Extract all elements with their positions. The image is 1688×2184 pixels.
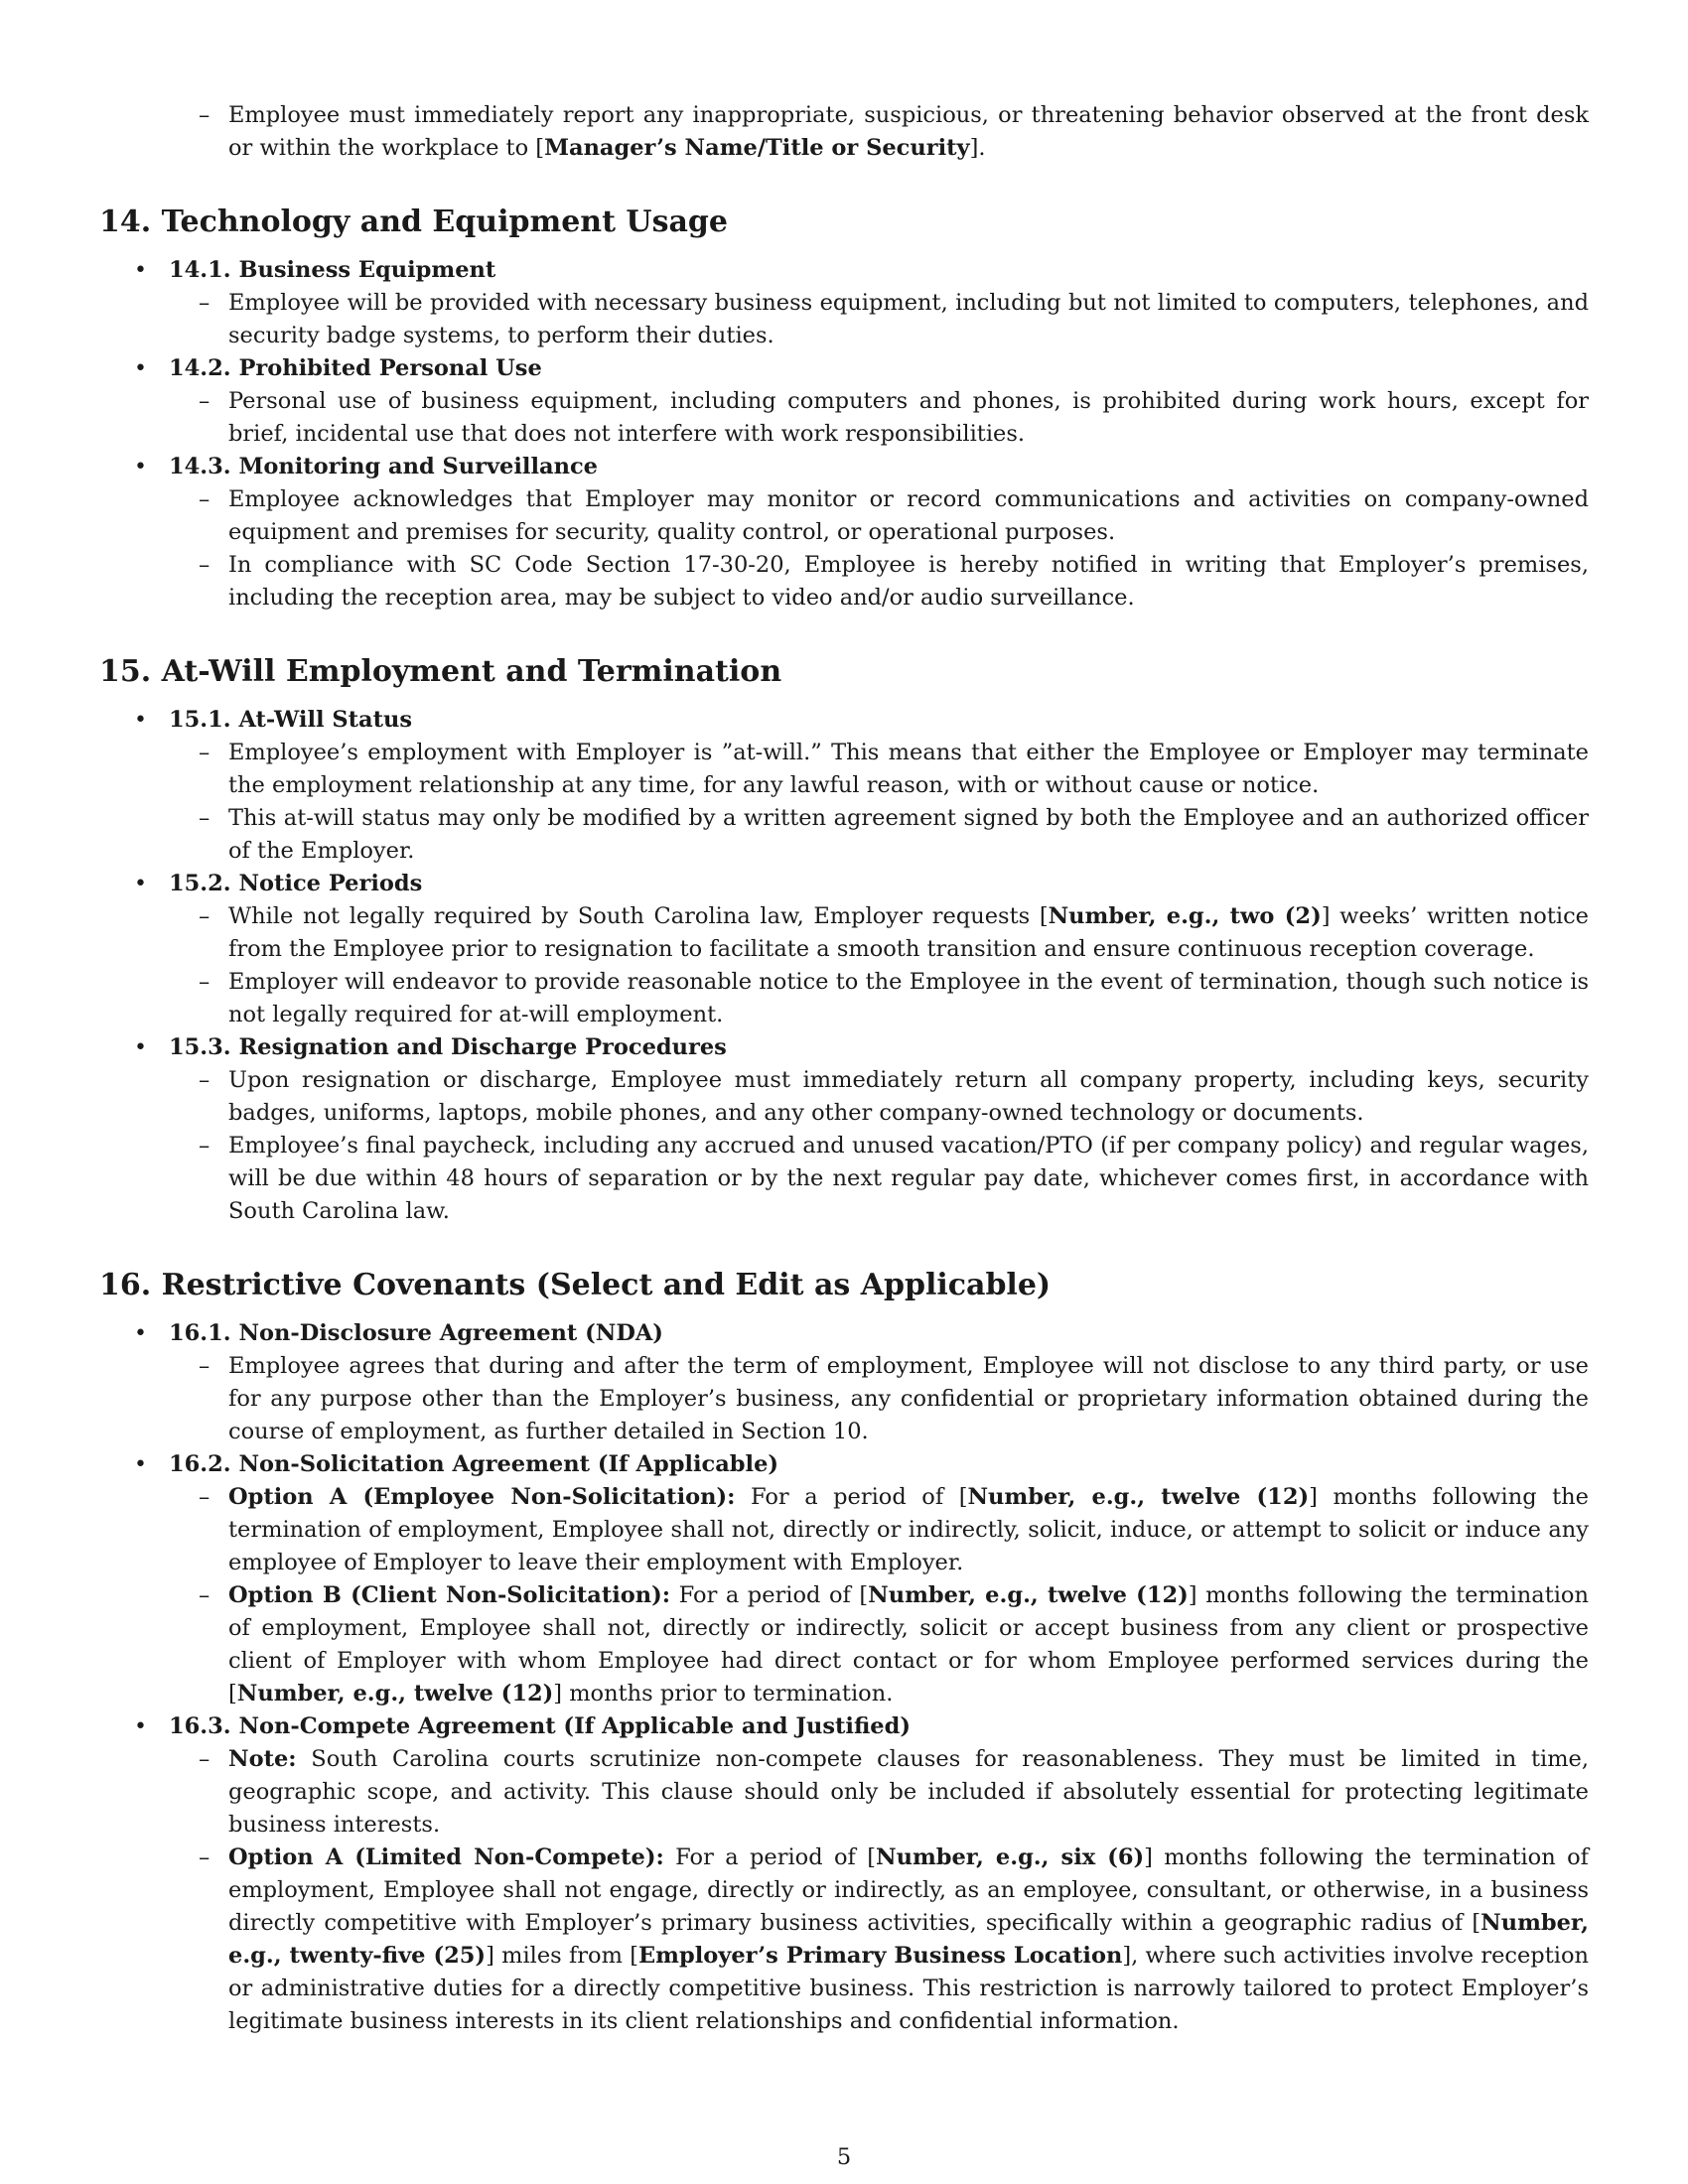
bold-text: Number, e.g., six (6): [876, 1844, 1145, 1870]
subsection-heading: • 15.2. Notice Periods: [169, 871, 423, 896]
text-run: For a period of [: [735, 1484, 968, 1510]
subsection: [134, 868, 1589, 1031]
clause-item: [199, 287, 1589, 352]
bold-text: Option B (Client Non-Solicitation):: [228, 1582, 671, 1608]
page-number: 5: [836, 2144, 852, 2170]
text-run: In compliance with SC Code Section 17-30-20, Employee is hereby notified in writing that Employer’s premises, including the reception area, may be subject to video and/or audio surveillance.: [228, 552, 1589, 611]
text-run: ].: [969, 135, 986, 161]
text-run: ] months following the termination of employment, Employee shall not, directly or indirectly, solicit, induce, or attempt to solicit or induce any employee of Employer to leave their employment with Employer.: [228, 1484, 1589, 1575]
subsection-heading: • 16.3. Non-Compete Agreement (If Applicable and Justified): [169, 1713, 912, 1739]
clause-list: [169, 385, 1589, 451]
clause-item: [199, 1350, 1589, 1448]
clause-list: [169, 1064, 1589, 1228]
clause-list: [169, 1350, 1589, 1448]
subsection: [134, 352, 1589, 451]
text-run: For a period of [: [670, 1582, 869, 1608]
text-run: ] months following the termination of employment, Employee shall not engage, directly or indirectly, as an employee, consultant, or otherwise, in a business directly competitive with Employer’s primary business activities, specifically within a geographic radius of [: [228, 1844, 1589, 1936]
clause-list: [169, 900, 1589, 1031]
clause-list: [169, 737, 1589, 868]
clause-item: [199, 1481, 1589, 1579]
subsection-heading: • 14.2. Prohibited Personal Use: [169, 355, 542, 381]
clause-item: [199, 483, 1589, 549]
text-run: Employee will be provided with necessary business equipment, including but not limited to computers, telephones, and security badge systems, to perform their duties.: [228, 290, 1589, 348]
text-run: This at-will status may only be modified by a written agreement signed by both the Employee and an authorized officer of the Employer.: [228, 805, 1589, 864]
clause-item: [199, 1743, 1589, 1842]
text-run: Employee’s final paycheck, including any accrued and unused vacation/PTO (if per company policy) and regular wages, will be due within 48 hours of separation or by the next regular pay date, whichever comes first, in accordance with South Carolina law.: [228, 1133, 1589, 1224]
clause-item: [199, 549, 1589, 614]
section: [99, 203, 1589, 614]
bold-text: Number, e.g., two (2): [1048, 903, 1322, 929]
text-run: ] miles from [: [486, 1943, 638, 1969]
text-run: While not legally required by South Carolina law, Employer requests [: [228, 903, 1049, 929]
subsection: [134, 1317, 1589, 1448]
section-heading: 15. At-Will Employment and Termination: [99, 654, 782, 689]
text-run: Personal use of business equipment, including computers and phones, is prohibited during work hours, except for brief, incidental use that does not interfere with work responsibilities.: [228, 388, 1589, 447]
text-run: Employee must immediately report any inappropriate, suspicious, or threatening behavior observed at the front desk or within the workplace to [: [228, 102, 1589, 161]
clause-list: [169, 1743, 1589, 2038]
bold-text: Option A (Employee Non-Solicitation):: [228, 1484, 736, 1510]
section: [99, 652, 1589, 1228]
clause-item: [199, 1064, 1589, 1130]
section-heading: 14. Technology and Equipment Usage: [99, 205, 728, 239]
clause-list: [169, 287, 1589, 352]
clause-item: [199, 1842, 1589, 2038]
subsection-list: [99, 254, 1589, 614]
clause-item: [199, 802, 1589, 868]
text-run: ] months prior to termination.: [553, 1681, 894, 1706]
subsection: [134, 1031, 1589, 1228]
clause-item: [199, 900, 1589, 966]
subsection-heading: • 16.1. Non-Disclosure Agreement (NDA): [169, 1320, 663, 1346]
text-run: ] months following the termination of employment, Employee shall not, directly or indirectly, solicit or accept business from any client or prospective client of Employer with whom Employee had direct contact or for whom Employee performed services during the [: [228, 1582, 1589, 1706]
clause-item: [199, 737, 1589, 802]
text-run: South Carolina courts scrutinize non-compete clauses for reasonableness. They must be limited in time, geographic scope, and activity. This clause should only be included if absolutely essential for protecting legitimate business interests.: [228, 1746, 1589, 1838]
section: [99, 1266, 1589, 2038]
section-heading: 16. Restrictive Covenants (Select and Edit as Applicable): [99, 1268, 1052, 1302]
subsection: [134, 254, 1589, 352]
subsection-list: [99, 1317, 1589, 2038]
subsection-heading: • 16.2. Non-Solicitation Agreement (If Applicable): [169, 1451, 779, 1477]
subsection-heading: • 14.1. Business Equipment: [169, 257, 496, 283]
subsection: [134, 451, 1589, 614]
bold-text: Number, e.g., twelve (12): [236, 1681, 554, 1706]
subsection-list: [99, 704, 1589, 1228]
subsection: [134, 704, 1589, 868]
clause-list: [169, 1481, 1589, 1710]
subsection-heading: • 15.3. Resignation and Discharge Procedures: [169, 1034, 727, 1060]
text-run: Employee’s employment with Employer is ”at-will.” This means that either the Employee or Employer may terminate the employment relationship at any time, for any lawful reason, with or without cause or notice.: [228, 740, 1589, 798]
bold-text: Number, e.g., twelve (12): [868, 1582, 1189, 1608]
text-run: ] weeks’ written notice from the Employee prior to resignation to facilitate a smooth transition and ensure continuous reception coverage.: [228, 903, 1589, 962]
clause-list: [169, 483, 1589, 614]
clause-item: [199, 385, 1589, 451]
bold-text: Number, e.g., twenty-five (25): [228, 1910, 1589, 1969]
text-run: Employee acknowledges that Employer may monitor or record communications and activities on company-owned equipment and premises for security, quality control, or operational purposes.: [228, 486, 1589, 545]
clause-item: [199, 1579, 1589, 1710]
subsection-heading: • 15.1. At-Will Status: [169, 707, 413, 733]
subsection: [134, 1448, 1589, 1710]
text-run: Employer will endeavor to provide reasonable notice to the Employee in the event of termination, though such notice is not legally required for at-will employment.: [228, 969, 1589, 1027]
document-page: [99, 99, 1589, 2038]
sections-container: [99, 203, 1589, 2038]
bold-text: Note:: [228, 1746, 297, 1772]
bold-text: Number, e.g., twelve (12): [967, 1484, 1310, 1510]
subsection: [134, 1710, 1589, 2038]
bold-text: Manager’s Name/Title or Security: [544, 135, 970, 161]
text-run: ], where such activities involve reception or administrative duties for a directly competitive business. This restriction is narrowly tailored to protect Employer’s legitimate business interests in its client relationships and confidential information.: [228, 1943, 1589, 2034]
clause-item: [199, 966, 1589, 1031]
clause-item: [199, 1130, 1589, 1228]
continued-list: [99, 99, 1589, 165]
bold-text: Employer’s Primary Business Location: [638, 1943, 1123, 1969]
bold-text: Option A (Limited Non-Compete):: [228, 1844, 664, 1870]
text-run: Employee agrees that during and after the term of employment, Employee will not disclose to any third party, or use for any purpose other than the Employer’s business, any confidential or proprietary information obtained during the course of employment, as further detailed in Section 10.: [228, 1353, 1589, 1444]
text-run: Upon resignation or discharge, Employee must immediately return all company property, including keys, security badges, uniforms, laptops, mobile phones, and any other company-owned technology or documents.: [228, 1067, 1589, 1126]
subsection-heading: • 14.3. Monitoring and Surveillance: [169, 454, 598, 479]
list-item: [199, 99, 1589, 165]
text-run: For a period of [: [663, 1844, 877, 1870]
